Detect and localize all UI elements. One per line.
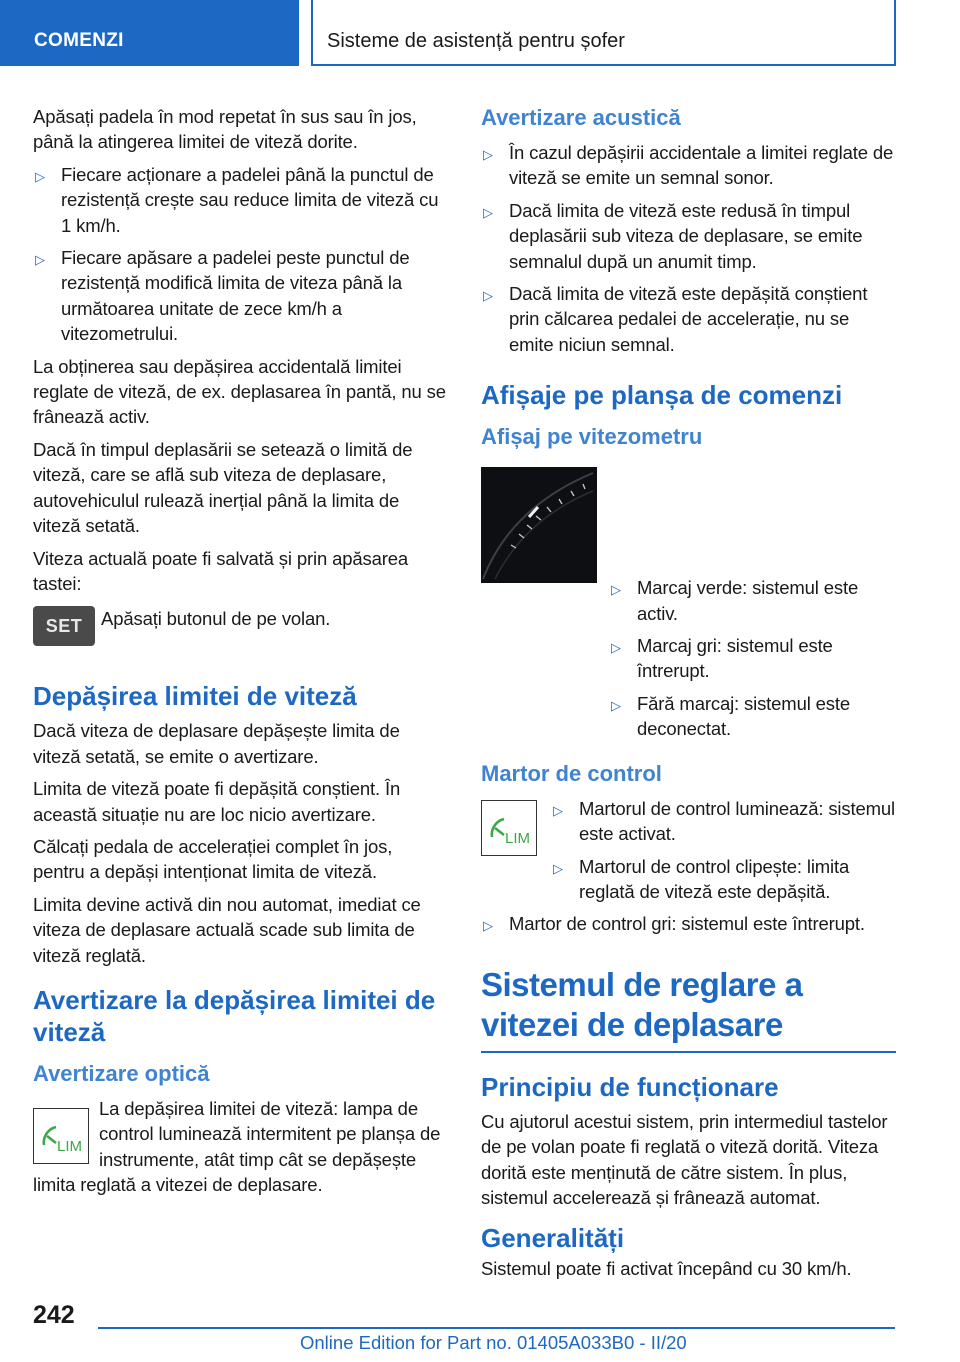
bullet-triangle-icon: ▷ [611,640,621,656]
footer-divider [98,1327,895,1329]
set-button-text: Apăsați butonul de pe volan. [101,608,331,630]
header-section-tab [0,0,299,66]
lim-indicator-icon [481,800,537,856]
bullet-triangle-icon: ▷ [553,802,563,818]
heading-general: Generalități [481,1223,625,1254]
heading-principle: Principiu de funcționare [481,1071,779,1102]
paragraph: Sistemul poate fi activat începând cu 30 km/h. [481,1258,852,1280]
indicator-lamp-row [481,796,896,905]
bullet-triangle-icon: ▷ [611,582,621,598]
paragraph: Călcați pedala de accelerației complet în jos, pentru a depăși intenționat limita de viteză. [33,835,393,883]
speedometer-image-icon [481,467,597,583]
page-number: 242 [33,1301,75,1329]
lim-warning-light-icon [33,1108,89,1164]
heading-cruise-control: Sistemul de reglare a vitezei de deplasare [481,965,803,1043]
heading-displays: Afișaje pe planșa de comenzi [481,380,843,411]
chapter-title-block [481,965,896,1053]
heading-exceed-limit: Depășirea limitei de viteză [33,681,357,712]
list-item: ▷ În cazul depășirii accidentale a limitei reglate de viteză se emite un semnal sonor. [483,142,894,189]
header-chapter-box [311,0,896,66]
footer-edition: Online Edition for Part no. 01405A033B0 - II/20 [300,1332,687,1353]
speedometer-row [481,459,896,741]
bullet-triangle-icon: ▷ [483,204,493,220]
list-item: ▷ Dacă limita de viteză este redusă în timpul deplasării sub viteza de deplasare, se emite semnalul după un anumit timp. [483,199,863,272]
heading-speedometer-display: Afișaj pe vitezometru [481,424,703,450]
right-column [481,104,896,1289]
paragraph: Apăsați padela în mod repetat în sus sau în jos, până la atingerea limitei de viteză dorite. [33,106,417,153]
paragraph: Cu ajutorul acestui sistem, prin intermediul tastelor de pe volan poate fi reglată o viteză dorită. Viteza dorită este menținută de către sistem. În plus, sistemul accelerează și frânează automat. [481,1110,888,1208]
paragraph: Viteza actuală poate fi salvată și prin apăsarea tastei: [33,547,409,594]
paragraph: Dacă viteza de deplasare depășește limita de viteză setată, se emite o avertizare. [33,720,400,767]
list-item: ▷ Marcaj gri: sistemul este întrerupt. [611,635,833,682]
paragraph: La obținerea sau depășirea accidentală limitei reglate de viteză, de ex. deplasarea în pantă, nu se frânează activ. [33,355,446,428]
optic-warning-text: La depășirea limitei de viteză: lampa de control luminează intermitent pe planșa de instrumente, atât timp cât se depășește limita reglată a vitezei de deplasare. [33,1097,441,1196]
svg-text:LIM: LIM [57,1137,83,1155]
paragraph: Limita de viteză poate fi depășită conștient. În această situație nu are loc nicio avertizare. [33,778,401,825]
left-column [33,104,448,1205]
bullet-triangle-icon: ▷ [553,860,563,876]
paragraph: Limita devine activă din nou automat, imediat ce viteza de deplasare actuală scade sub limita de viteză reglată. [33,893,421,966]
optic-warning-block [33,1096,448,1198]
heading-optic-warning: Avertizare optică [33,1060,210,1086]
header-chapter-label: Sisteme de asistență pentru șofer [327,30,625,52]
list-item: ▷ Fiecare acționare a padelei până la punctul de rezistență crește sau reduce limita de viteză cu 1 km/h. [35,163,439,236]
list-item: ▷ Martorul de control clipește: limita reglată de viteză este depășită. [553,855,850,902]
set-button-row [33,606,448,664]
bullet-triangle-icon: ▷ [35,252,45,268]
list-item: ▷ Dacă limita de viteză este depășită conștient prin călcarea pedalei de accelerație, nu se emite niciun semnal. [483,283,868,355]
bullet-triangle-icon: ▷ [483,288,493,304]
bullet-triangle-icon: ▷ [483,147,493,162]
list-item: ▷ Fiecare apăsare a padelei peste punctul de rezistență modifică limita de viteza până la următoarea unitate de zece km/h a vitezometrului. [35,247,410,345]
heading-warning: Avertizare la depășirea limitei de viteză [33,984,436,1047]
header-section-label: COMENZI [34,30,124,51]
bullet-triangle-icon: ▷ [611,697,621,713]
list-item: ▷ Fără marcaj: sistemul este deconectat. [611,692,851,740]
bullet-triangle-icon: ▷ [35,168,45,184]
svg-text:LIM: LIM [505,829,531,847]
heading-indicator-lamp: Martor de control [481,760,662,786]
paragraph: Dacă în timpul deplasării se setează o limită de viteză, care se află sub viteza de deplasare, autovehiculul rulează inerțial până la limita de viteză setată. [33,438,413,537]
list-item: ▷ Martorul de control luminează: sistemul este activat. [553,797,895,845]
bullet-triangle-icon: ▷ [483,918,493,934]
list-item: ▷ Martor de control gri: sistemul este întrerupt. [481,911,896,936]
list-item: ▷ Marcaj verde: sistemul este activ. [611,577,859,624]
set-button-icon: SET [33,606,95,646]
heading-acoustic-warning: Avertizare acustică [481,105,681,130]
